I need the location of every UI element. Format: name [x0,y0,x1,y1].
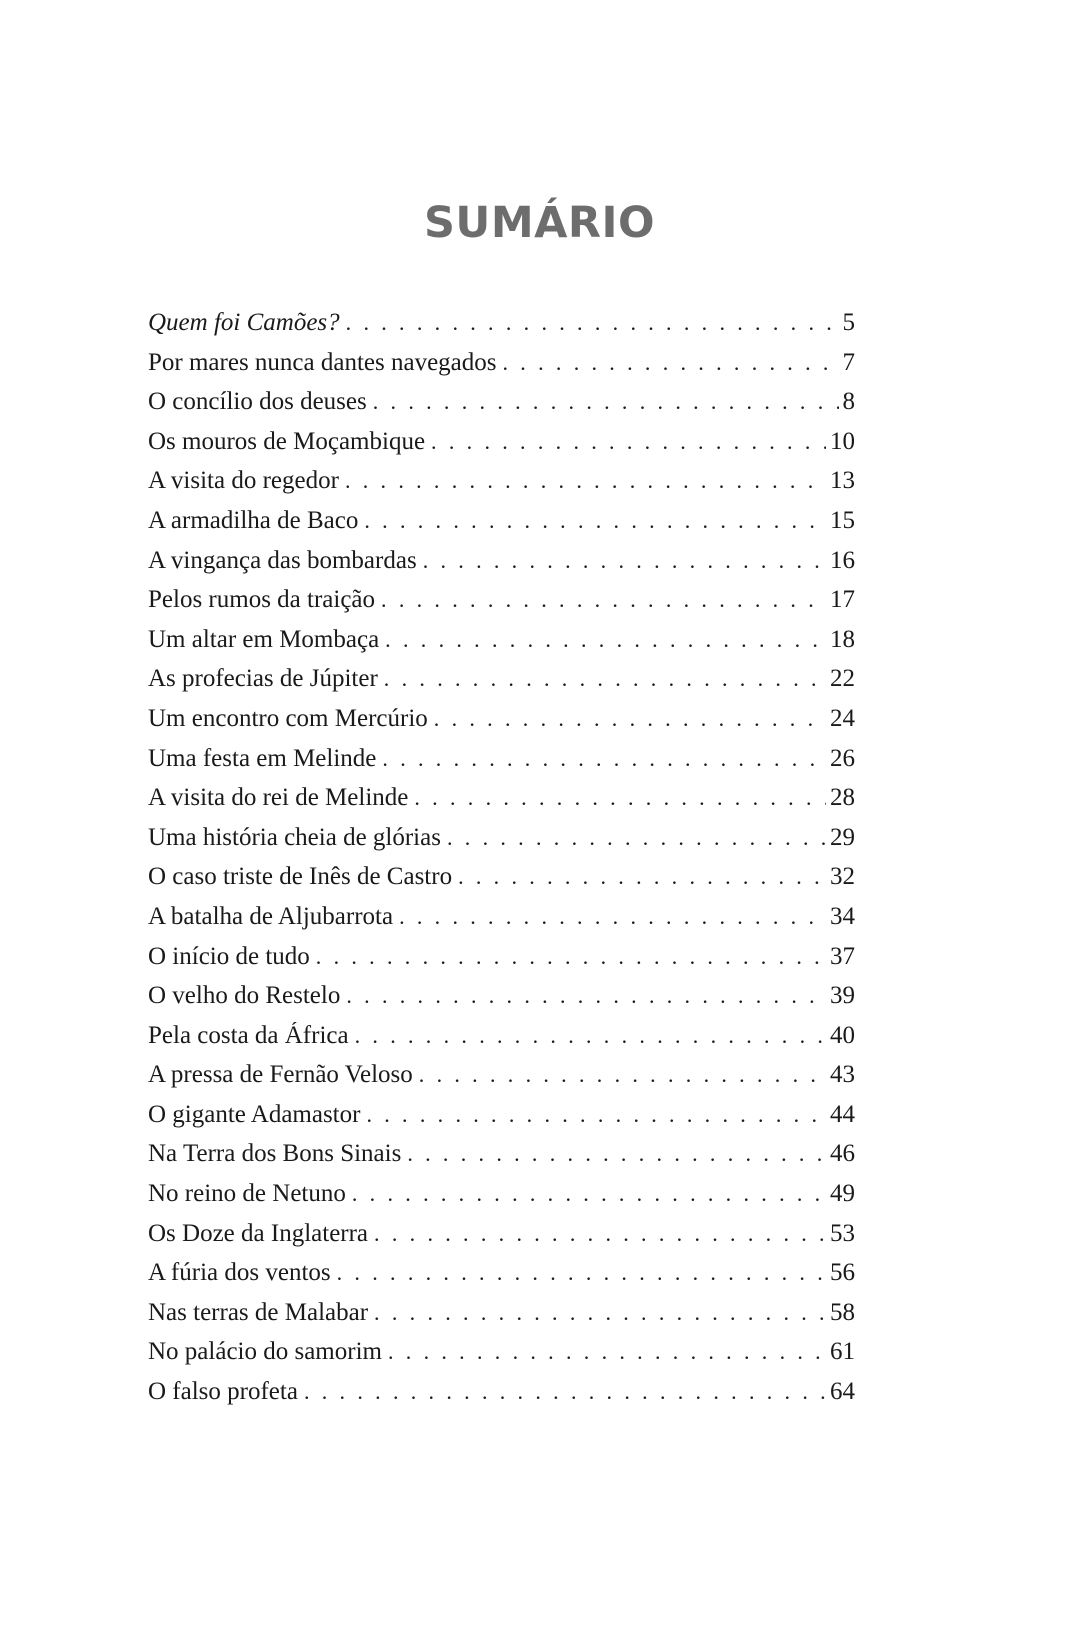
toc-entry-title: A visita do regedor [148,467,339,495]
toc-entry-title: No reino de Netuno [148,1180,346,1208]
toc-entry-page: 39 [830,982,855,1010]
dot-leader [345,468,826,494]
toc-entry [148,903,855,943]
toc-entry-title: A fúria dos ventos [148,1259,331,1287]
toc-entry [148,1180,855,1220]
toc-entry [148,547,855,587]
toc-entry [148,745,855,785]
dot-leader [407,1141,826,1167]
toc-entry-title: Pela costa da África [148,1021,349,1049]
dot-leader [374,1300,826,1326]
toc-entry-title: Nas terras de Malabar [148,1298,369,1326]
toc-entry-title: O início de tudo [148,942,310,970]
toc-entry-page: 32 [830,863,855,891]
toc-entry [148,824,855,864]
toc-entry-page: 58 [830,1298,855,1326]
toc-entry [148,428,855,468]
dot-leader [385,627,826,653]
toc-entry-title: A batalha de Aljubarrota [148,902,394,930]
toc-entry [148,626,855,666]
dot-leader [458,864,826,890]
toc-entry-page: 37 [830,942,855,970]
toc-entry-page: 16 [830,546,855,574]
dot-leader [399,904,826,930]
toc-entry [148,507,855,547]
toc-entry [148,1299,855,1339]
toc-entry-page: 40 [830,1021,855,1049]
dot-leader [388,1339,826,1365]
toc-entry-title: O caso triste de Inês de Castro [148,863,453,891]
dot-leader [355,1023,826,1049]
toc-entry-page: 34 [830,902,855,930]
toc-entry-page: 8 [842,388,855,416]
toc-entry-title: Os Doze da Inglaterra [148,1219,369,1247]
toc-entry-page: 53 [830,1219,855,1247]
toc-entry [148,665,855,705]
toc-entry-title: Um encontro com Mercúrio [148,704,428,732]
dot-leader [434,706,826,732]
toc-entry-page: 24 [830,704,855,732]
toc-entry-page: 5 [842,309,855,336]
toc-entry [148,863,855,903]
toc-entry-page: 56 [830,1259,855,1287]
toc-entry-title: Quem foi Camões? [148,309,340,336]
toc-entry [148,388,855,428]
toc-entry-page: 28 [830,784,855,812]
dot-leader [374,1221,826,1247]
toc-entry-page: 49 [830,1180,855,1208]
toc-entry-page: 46 [830,1140,855,1168]
toc-entry [148,1022,855,1062]
toc-entry-page: 43 [830,1061,855,1089]
dot-leader [352,1181,826,1207]
toc-entry-title: Os mouros de Moçambique [148,427,426,455]
toc-entry [148,349,855,389]
dot-leader [316,944,826,970]
toc-entry-title: Na Terra dos Bons Sinais [148,1140,402,1168]
toc-entry-title: As profecias de Júpiter [148,665,378,693]
toc-entry [148,1259,855,1299]
toc-entry [148,1220,855,1260]
toc-entry-title: A pressa de Fernão Veloso [148,1061,413,1089]
toc-entry-title: Pelos rumos da traição [148,586,376,614]
toc-entry-page: 17 [830,586,855,614]
toc-entry-title: Um altar em Mombaça [148,625,380,653]
toc-entry [148,705,855,745]
dot-leader [304,1379,826,1405]
toc-entry [148,1338,855,1378]
toc-entry-title: A visita do rei de Melinde [148,784,409,812]
dot-leader [503,350,839,376]
toc-entry-title: O gigante Adamastor [148,1100,361,1128]
dot-leader [419,1062,826,1088]
toc-entry-page: 13 [830,467,855,495]
dot-leader [364,508,826,534]
dot-leader [382,746,826,772]
toc-entry-title: A vingança das bombardas [148,546,417,574]
dot-leader [447,825,826,851]
toc-entry-title: Por mares nunca dantes navegados [148,348,497,376]
toc-entry-page: 64 [830,1378,855,1406]
toc-entry-page: 29 [830,823,855,851]
dot-leader [346,310,839,336]
toc-entry [148,586,855,626]
dot-leader [384,666,826,692]
toc-entry-title: O falso profeta [148,1378,298,1406]
toc-entry-page: 61 [830,1338,855,1366]
toc-entry-title: O concílio dos deuses [148,388,367,416]
dot-leader [381,587,826,613]
toc-entry [148,784,855,824]
toc-entry-title: A armadilha de Baco [148,506,359,534]
toc-entry-title: Uma história cheia de glórias [148,823,441,851]
toc-entry [148,1061,855,1101]
toc-entry-page: 10 [830,427,855,455]
toc-entry-title: No palácio do samorim [148,1338,382,1366]
toc-entry-title: Uma festa em Melinde [148,744,377,772]
dot-leader [373,389,839,415]
toc-entry-page: 15 [830,506,855,534]
toc-entry [148,982,855,1022]
toc-entry-page: 7 [842,348,855,376]
toc-entry [148,943,855,983]
toc-entry-page: 26 [830,744,855,772]
dot-leader [337,1260,826,1286]
toc-entry [148,1140,855,1180]
toc-entry [148,309,855,349]
toc-entry [148,467,855,507]
toc-entry [148,1378,855,1418]
page-title: SUMÁRIO [423,198,656,248]
toc-entry [148,1101,855,1141]
dot-leader [346,983,826,1009]
dot-leader [423,548,826,574]
dot-leader [414,785,826,811]
dot-leader [431,429,826,455]
toc-entry-title: O velho do Restelo [148,982,341,1010]
table-of-contents [148,309,855,1418]
toc-entry-page: 18 [830,625,855,653]
dot-leader [366,1102,826,1128]
toc-entry-page: 44 [830,1100,855,1128]
toc-entry-page: 22 [830,665,855,693]
